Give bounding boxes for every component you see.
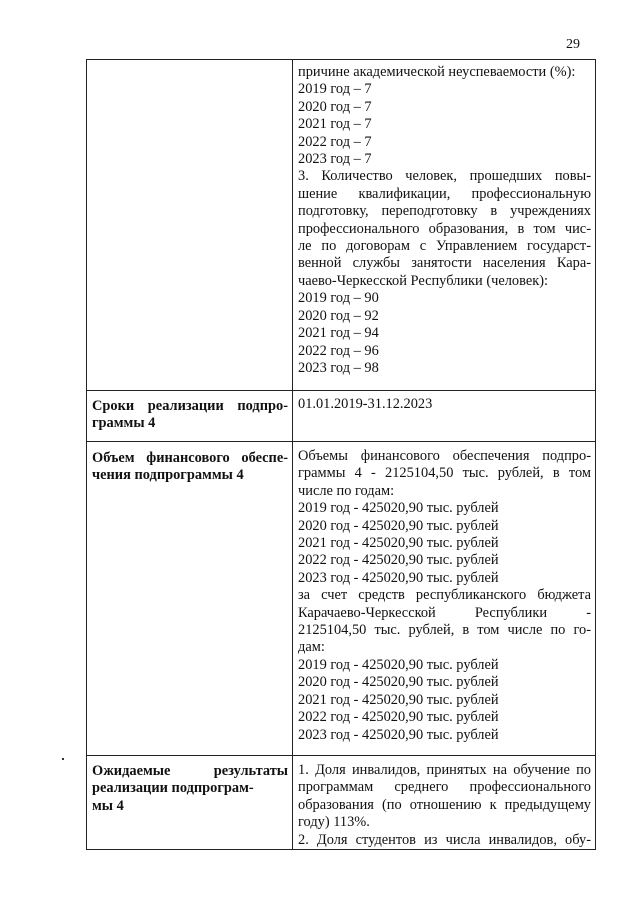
row-content xyxy=(293,60,596,391)
row-label xyxy=(87,442,293,756)
row-label xyxy=(87,60,293,391)
text-line: 2022 год - 425020,90 тыс. рублей xyxy=(298,552,499,569)
table-row-funding xyxy=(87,442,596,756)
label-lines xyxy=(92,763,288,815)
text-line: 2019 год - 425020,90 тыс. рублей xyxy=(298,500,499,517)
text-line: ле по договорам с Управлением государст- xyxy=(298,238,591,255)
text-line: 2022 год – 96 xyxy=(298,342,379,359)
text-line: 2022 год – 7 xyxy=(298,133,372,150)
text-line: подготовку, переподготовку в учреждениях xyxy=(298,203,591,220)
text-line: 1. Доля инвалидов, принятых на обучение по xyxy=(298,762,591,778)
text-line: причине академической неуспеваемости (%): xyxy=(298,64,576,80)
text-line: чаево-Черкесской Республики (человек): xyxy=(298,272,549,289)
text-line: 2021 год - 425020,90 тыс. рублей xyxy=(298,535,499,552)
text-line: мы 4 xyxy=(92,797,124,814)
row-content xyxy=(293,756,596,850)
text-line: 01.01.2019-31.12.2023 xyxy=(298,396,433,412)
label-lines xyxy=(92,450,288,485)
text-line: 2. Доля студентов из числа инвалидов, обу- xyxy=(298,831,591,848)
text-line: 2019 год – 7 xyxy=(298,81,372,98)
text-line: Объемы финансового обеспечения подпро- xyxy=(298,448,591,464)
text-line: 3. Количество человек, прошедших повы- xyxy=(298,168,591,185)
text-line: 2020 год - 425020,90 тыс. рублей xyxy=(298,517,499,534)
text-line: дам: xyxy=(298,639,325,656)
text-line: Карачаево-Черкесской Республики - xyxy=(298,604,591,621)
text-line: граммы 4 xyxy=(92,415,156,432)
row-label xyxy=(87,756,293,850)
text-line: реализации подпрограм- xyxy=(92,780,254,797)
text-line: Сроки реализации подпро- xyxy=(92,398,288,414)
table-row-terms xyxy=(87,391,596,442)
table-row-results xyxy=(87,756,596,850)
text-line: за счет средств республиканского бюджета xyxy=(298,587,591,604)
text-line: 2020 год - 425020,90 тыс. рублей xyxy=(298,674,499,691)
text-line: образования (по отношению к предыдущему xyxy=(298,796,591,813)
text-line: 2021 год – 7 xyxy=(298,116,372,133)
row-content xyxy=(293,442,596,756)
text-line: шение квалификации, профессиональную xyxy=(298,185,591,202)
text-line: 2023 год – 98 xyxy=(298,359,379,376)
page-number: 29 xyxy=(566,37,580,52)
text-line: 2022 год - 425020,90 тыс. рублей xyxy=(298,709,499,726)
text-line: году) 113%. xyxy=(298,814,370,831)
text-line: 2019 год – 90 xyxy=(298,290,379,307)
text-line: венной службы занятости населения Кара- xyxy=(298,255,591,272)
row-label xyxy=(87,391,293,442)
row-content xyxy=(293,391,596,442)
label-lines xyxy=(92,398,288,433)
text-line: 2125104,50 тыс. рублей, в том числе по го- xyxy=(298,622,591,639)
table-row-indicators xyxy=(87,60,596,391)
text-line: 2021 год - 425020,90 тыс. рублей xyxy=(298,691,499,708)
text-line: 2020 год – 92 xyxy=(298,307,379,324)
text-line: Объем финансового обеспе- xyxy=(92,450,288,466)
text-line: 2019 год - 425020,90 тыс. рублей xyxy=(298,656,499,673)
text-line: 2020 год – 7 xyxy=(298,98,372,115)
content-lines xyxy=(298,396,591,413)
text-line: Ожидаемые результаты xyxy=(92,763,288,779)
text-line: граммы 4 - 2125104,50 тыс. рублей, в том xyxy=(298,465,591,482)
text-line: 2023 год – 7 xyxy=(298,151,372,168)
content-lines xyxy=(298,762,591,849)
text-line: программам среднего профессионального xyxy=(298,779,591,796)
text-line: 2023 год - 425020,90 тыс. рублей xyxy=(298,726,499,743)
content-lines xyxy=(298,448,591,744)
passport-table xyxy=(86,59,596,850)
text-line: чения подпрограммы 4 xyxy=(92,467,244,484)
text-line: профессионального образования, в том чис- xyxy=(298,220,591,237)
stray-dot xyxy=(62,758,64,760)
content-lines xyxy=(298,64,591,377)
text-line: 2021 год – 94 xyxy=(298,325,379,342)
text-line: 2023 год - 425020,90 тыс. рублей xyxy=(298,569,499,586)
text-line: числе по годам: xyxy=(298,482,395,499)
